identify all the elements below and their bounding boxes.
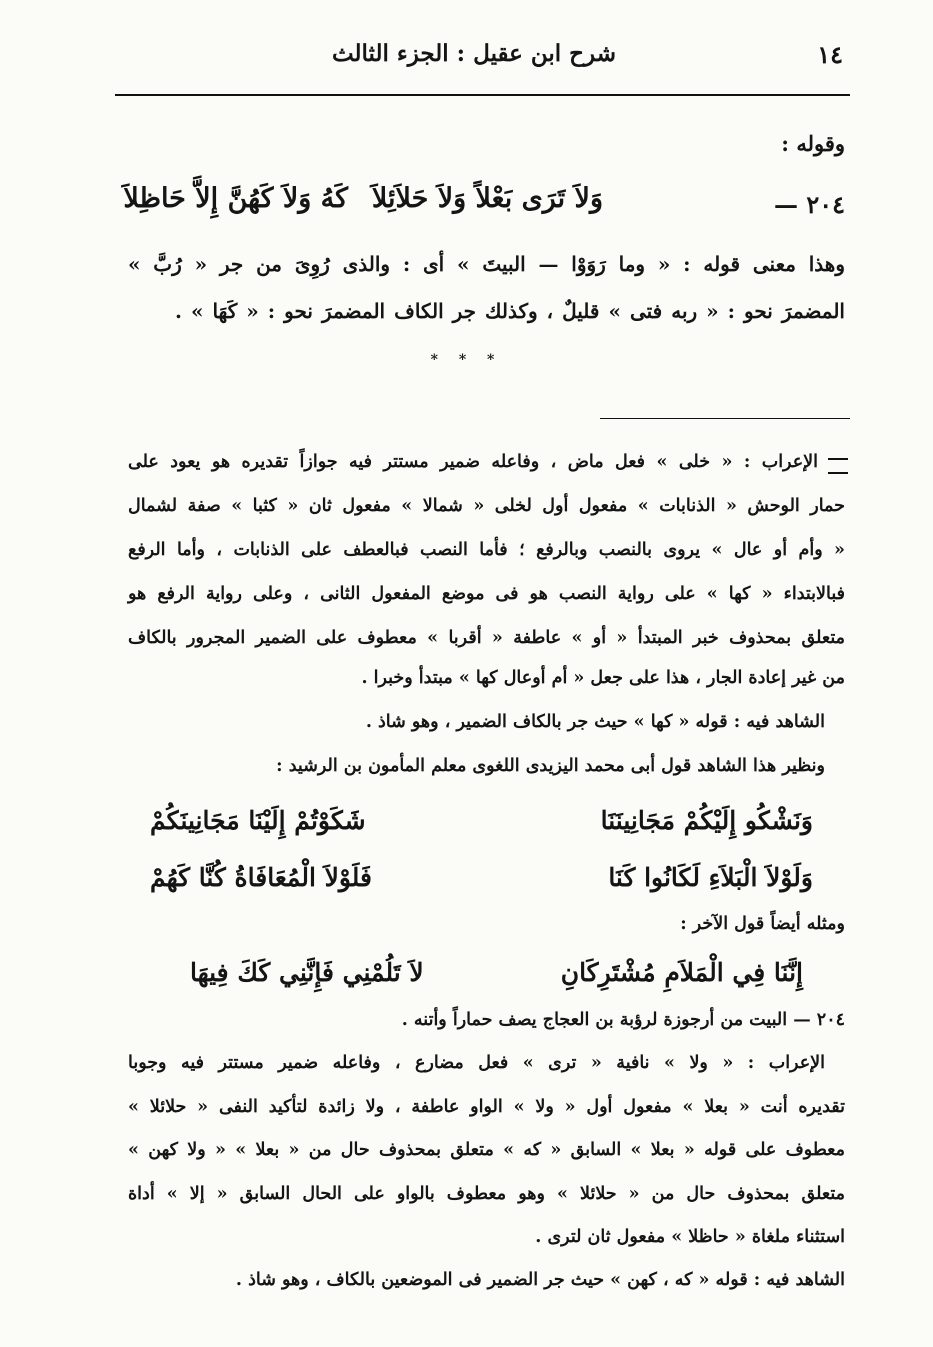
mithluh-note: ومثله أيضاً قول الآخر : xyxy=(680,914,845,934)
section-separator: * * * xyxy=(430,352,503,368)
footnote-rule xyxy=(600,418,850,419)
poem-second-hemistich: وَنَشْكُو إِلَيْكُمْ مَجَانِينَنَا xyxy=(600,806,813,835)
poem-verse xyxy=(150,863,813,892)
poem-second-hemistich: إِنَّنَا فِي الْمَلاَمِ مُشْتَرِكَانِ xyxy=(560,958,803,987)
poem-first-hemistich: شَكَوْتُمْ إِلَيْنَا مَجَانِينَكُمْ xyxy=(150,806,366,835)
footnote-line: من غير إعادة الجار ، هذا على جعل « أم أوعال كها » مبتدأ وخبرا . xyxy=(361,668,845,688)
footnote-continuation-mark xyxy=(828,458,848,474)
verse-second-hemistich: كَهُ وَلاَ كَهُنَّ إِلاَّ حَاظِلاَ xyxy=(123,183,348,214)
commentary-line: وهذا معنى قوله : « وما رَوَوْا — البيتَ » أى : والذى رُوِىَ من جر « رُبَّ » xyxy=(128,252,845,276)
poem-verse xyxy=(150,806,813,835)
header-rule xyxy=(115,94,850,96)
running-header-title: شرح ابن عقيل : الجزء الثالث xyxy=(331,40,616,67)
poem-first-hemistich: فَلَوْلاَ الْمُعَافَاةُ كُنَّا كَهُمْ xyxy=(150,863,372,892)
poem-second-hemistich: وَلَوْلاَ الْبَلاَءِ لَكَانُوا كَنَا xyxy=(608,863,813,892)
irab-line: متعلق بمحذوف حال من « حلائلا » وهو معطوف بالواو على الحال السابق « إلا » أداة xyxy=(128,1184,845,1204)
commentary-line: المضمرَ نحو : « ربه فتى » قليلٌ ، وكذلك جر الكاف المضمرَ نحو : « كَهَا » . xyxy=(175,299,845,323)
footnote-line: « وأم أو عال » يروى بالنصب وبالرفع ؛ فأما النصب فبالعطف على الذنابات ، وأما الرفع xyxy=(128,540,845,560)
verse-first-hemistich: وَلاَ تَرَى بَعْلاً وَلاَ حَلاَئِلاَ xyxy=(371,183,603,214)
shahid-note: الشاهد فيه : قوله « كه ، كهن » حيث جر الضمير فى الموضعين بالكاف ، وهو شاذ . xyxy=(235,1270,845,1290)
irab-line: معطوف على قوله « بعلا » السابق « كه » متعلق بمحذوف حال من « بعلا » « ولا كهن » xyxy=(128,1140,845,1160)
verse-number: ٢٠٤ — xyxy=(773,190,845,219)
footnote-line: حمار الوحش « الذنابات » مفعول أول لخلى « شمالا » مفعول ثان « كثبا » صفة لشمال xyxy=(128,496,845,516)
footnote-line: الإعراب : « خلى » فعل ماض ، وفاعله ضمير مستتر فيه جوازاً تقديره هو يعود على xyxy=(128,452,818,472)
poem-verse xyxy=(190,958,803,987)
irab-line: تقديره أنت « بعلا » مفعول أول « ولا » الواو عاطفة ، ولا زائدة لتأكيد النفى « حلائلا » xyxy=(128,1097,845,1117)
nazir-note: ونظير هذا الشاهد قول أبى محمد اليزيدى اللغوى معلم المأمون بن الرشيد : xyxy=(276,756,825,776)
footnote-line: فبالابتداء « كها » على رواية النصب هو فى موضع المفعول الثانى ، وعلى رواية الرفع هو xyxy=(128,584,845,604)
footnote-line: متعلق بمحذوف خبر المبتدأ « أو » عاطفة « أقربا » معطوف على الضمير المجرور بالكاف xyxy=(128,628,845,648)
intro-text: وقوله : xyxy=(781,131,845,156)
page-number: ١٤ xyxy=(817,40,843,69)
irab-line: الإعراب : « ولا » نافية « ترى » فعل مضارع ، وفاعله ضمير مستتر فيه وجوبا xyxy=(128,1053,825,1073)
poem-first-hemistich: لاَ تَلُمْنِي فَإِنَّنِي كَكَ فِيهَا xyxy=(190,958,424,987)
source-note: ٢٠٤ — البيت من أرجوزة لرؤبة بن العجاج يصف حماراً وأتنه . xyxy=(401,1010,845,1030)
irab-line: استثناء ملغاة « حاظلا » مفعول ثان لترى . xyxy=(535,1227,845,1247)
shahid-note: الشاهد فيه : قوله « كها » حيث جر بالكاف الضمير ، وهو شاذ . xyxy=(365,712,825,732)
